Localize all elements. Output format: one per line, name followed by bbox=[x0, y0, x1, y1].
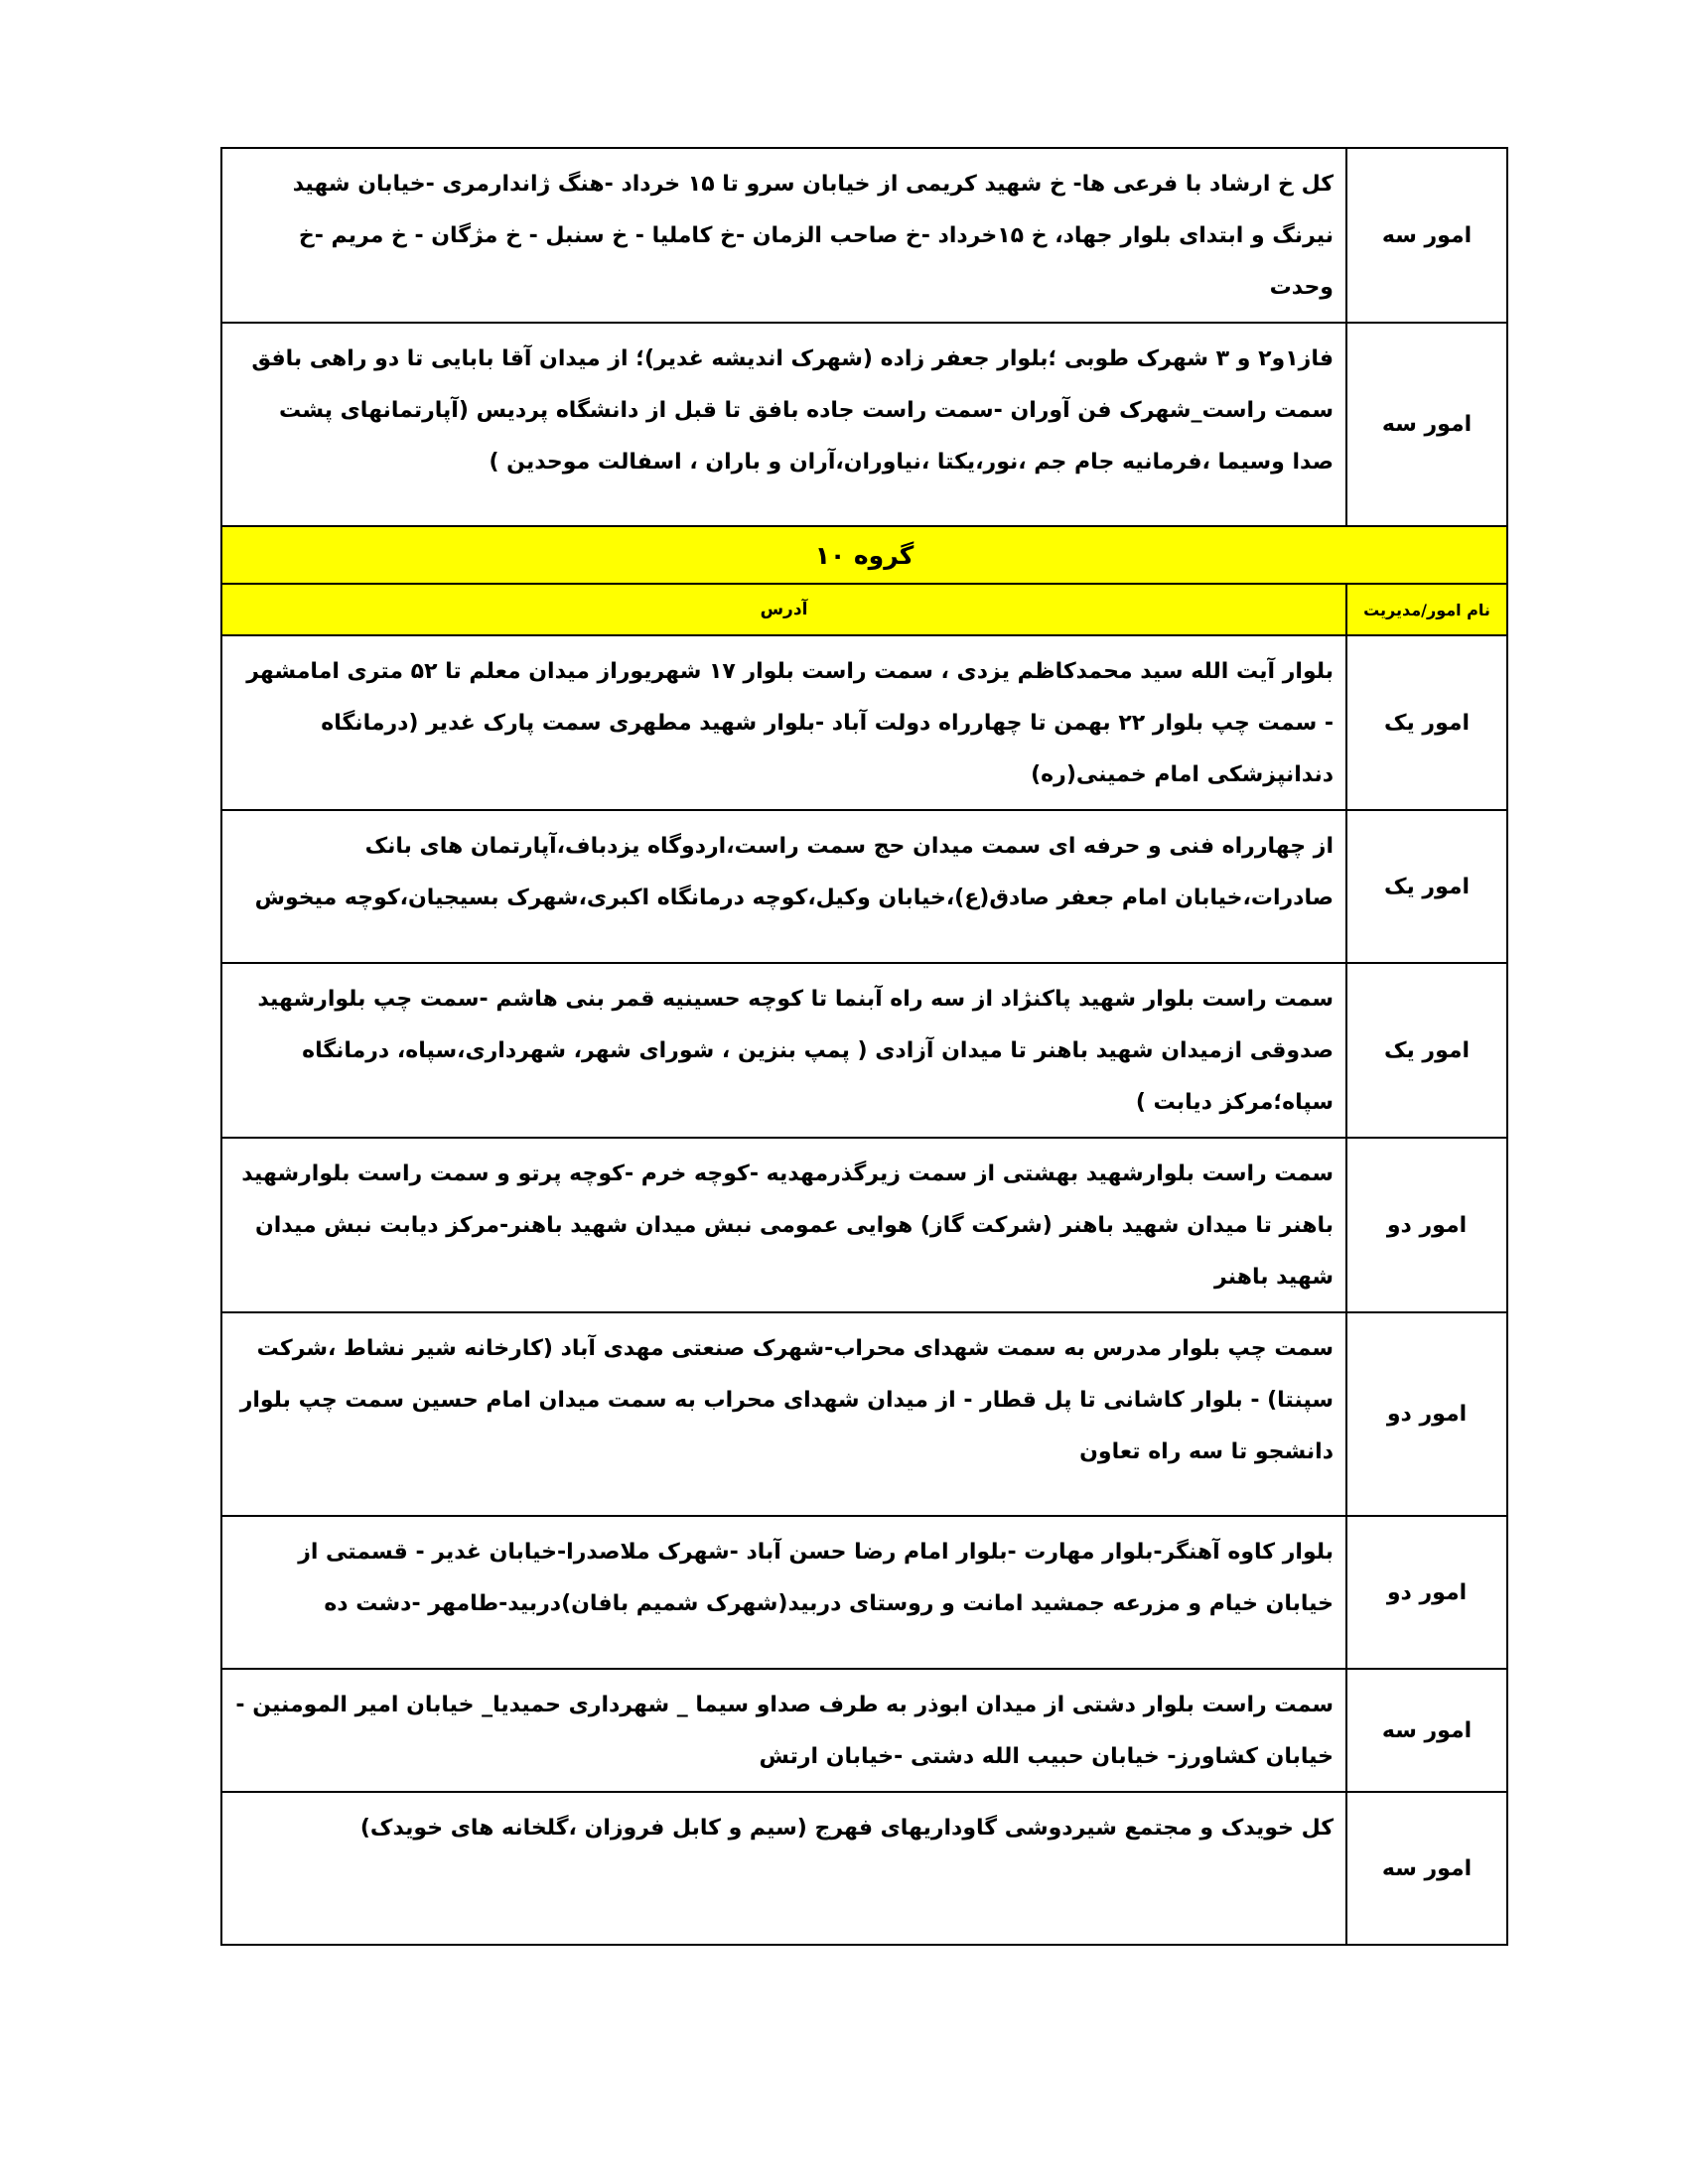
table-row bbox=[221, 963, 1507, 1138]
address-text: فاز۱و۲ و ۳ شهرک طوبی ؛بلوار جعفر زاده (شهرک اندیشه غدیر)؛ از میدان آقا بابایی تا دو راهی بافق سمت راست_شهرک فن آوران -سمت راست جاده بافق تا قبل از دانشگاه پردیس (آپارتمانهای پشت صدا وسیما ،فرمانیه جام جم ،نور،یکتا ،نیاوران،آران و باران ، اسفالت موحدین ) bbox=[251, 346, 1334, 475]
address-cell bbox=[221, 810, 1346, 963]
address-text: سمت راست بلوار دشتی از میدان ابوذر به طرف صداو سیما _ شهرداری حمیدیا_ خیابان امیر المومنین - خیابان کشاورز- خیابان حبیب الله دشتی -خیابان ارتش bbox=[235, 1693, 1334, 1769]
address-text: سمت راست بلوارشهید بهشتی از سمت زیرگذرمهدیه -کوچه خرم -کوچه پرتو و سمت راست بلوارشهید باهنر تا میدان شهید باهنر (شرکت گاز) هوایی عمومی نبش میدان شهید باهنر-مرکز دیابت نبش میدان شهید باهنر bbox=[241, 1161, 1334, 1290]
address-cell bbox=[221, 635, 1346, 810]
table-row bbox=[221, 1516, 1507, 1669]
address-text: کل خویدک و مجتمع شیردوشی گاوداریهای فهرج (سیم و کابل فروزان ،گلخانه های خویدک) bbox=[359, 1816, 1334, 1841]
address-text: بلوار کاوه آهنگر-بلوار مهارت -بلوار امام رضا حسن آباد -شهرک ملاصدرا-خیابان غدیر - قسمتی از خیابان خیام و مزرعه جمشید امانت و روستای دربید(شهرک شمیم بافان)دربید-طامهر -دشت ده bbox=[298, 1540, 1334, 1616]
table-row bbox=[221, 323, 1507, 526]
address-text: کل خ ارشاد با فرعی ها- خ شهید کریمی از خیابان سرو تا ۱۵ خرداد -هنگ ژاندارمری -خیابان شهید نیرنگ و ابتدای بلوار جهاد، خ ۱۵خرداد -خ صاحب الزمان -خ کاملیا - خ سنبل - خ مژگان - خ مریم -خ وحدت bbox=[292, 172, 1334, 300]
table-row bbox=[221, 1138, 1507, 1312]
unit-name-cell: امور سه bbox=[1346, 323, 1507, 526]
table-row bbox=[221, 810, 1507, 963]
group-title-row bbox=[221, 526, 1507, 584]
unit-name-cell: امور سه bbox=[1346, 148, 1507, 323]
unit-name-cell: امور دو bbox=[1346, 1138, 1507, 1312]
address-cell bbox=[221, 963, 1346, 1138]
unit-name-cell: امور یک bbox=[1346, 635, 1507, 810]
table-row bbox=[221, 635, 1507, 810]
table-row bbox=[221, 148, 1507, 323]
address-cell bbox=[221, 1669, 1346, 1792]
address-cell bbox=[221, 148, 1346, 323]
unit-name-cell: امور سه bbox=[1346, 1669, 1507, 1792]
outage-schedule-table bbox=[220, 147, 1508, 1946]
address-text: سمت چپ بلوار مدرس به سمت شهدای محراب-شهرک صنعتی مهدی آباد (کارخانه شیر نشاط ،شرکت سپنتا) - بلوار کاشانی تا پل قطار - از میدان شهدای محراب به سمت میدان امام حسین سمت چپ بلوار دانشجو تا سه راه تعاون bbox=[239, 1336, 1334, 1464]
address-cell bbox=[221, 1138, 1346, 1312]
address-cell bbox=[221, 323, 1346, 526]
table-row bbox=[221, 1669, 1507, 1792]
document-page bbox=[220, 147, 1508, 1946]
address-cell bbox=[221, 1792, 1346, 1945]
unit-name-cell: امور دو bbox=[1346, 1312, 1507, 1516]
address-text: سمت راست بلوار شهید پاکنژاد از سه راه آبنما تا کوچه حسینیه قمر بنی هاشم -سمت چپ بلوارشهید صدوقی ازمیدان شهید باهنر تا میدان آزادی ( پمپ بنزین ، شورای شهر، شهرداری،سپاه، درمانگاه سپاه؛مرکز دیابت ) bbox=[257, 987, 1334, 1115]
column-header-row bbox=[221, 584, 1507, 635]
unit-name-cell: امور سه bbox=[1346, 1792, 1507, 1945]
address-text: از چهارراه فنی و حرفه ای سمت میدان حج سمت راست،اردوگاه یزدباف،آپارتمان های بانک صادرات،خیابان امام جعفر صادق(ع)،خیابان وکیل،کوچه درمانگاه اکبری،شهرک بسیجیان،کوچه میخوش bbox=[254, 834, 1334, 910]
unit-name-cell: امور دو bbox=[1346, 1516, 1507, 1669]
column-header-address: آدرس bbox=[221, 584, 1346, 635]
table-row bbox=[221, 1312, 1507, 1516]
unit-name-cell: امور یک bbox=[1346, 963, 1507, 1138]
column-header-unit: نام امور/مدیریت bbox=[1346, 584, 1507, 635]
address-text: بلوار آیت الله سید محمدکاظم یزدی ، سمت راست بلوار ۱۷ شهریوراز میدان معلم تا ۵۲ متری امامشهر - سمت چپ بلوار ۲۲ بهمن تا چهارراه دولت آباد -بلوار شهید مطهری سمت پارک غدیر (درمانگاه دندانپزشکی امام خمینی(ره) bbox=[246, 659, 1334, 787]
address-cell bbox=[221, 1312, 1346, 1516]
group-title: گروه ۱۰ bbox=[221, 526, 1507, 584]
unit-name-cell: امور یک bbox=[1346, 810, 1507, 963]
address-cell bbox=[221, 1516, 1346, 1669]
table-row bbox=[221, 1792, 1507, 1945]
